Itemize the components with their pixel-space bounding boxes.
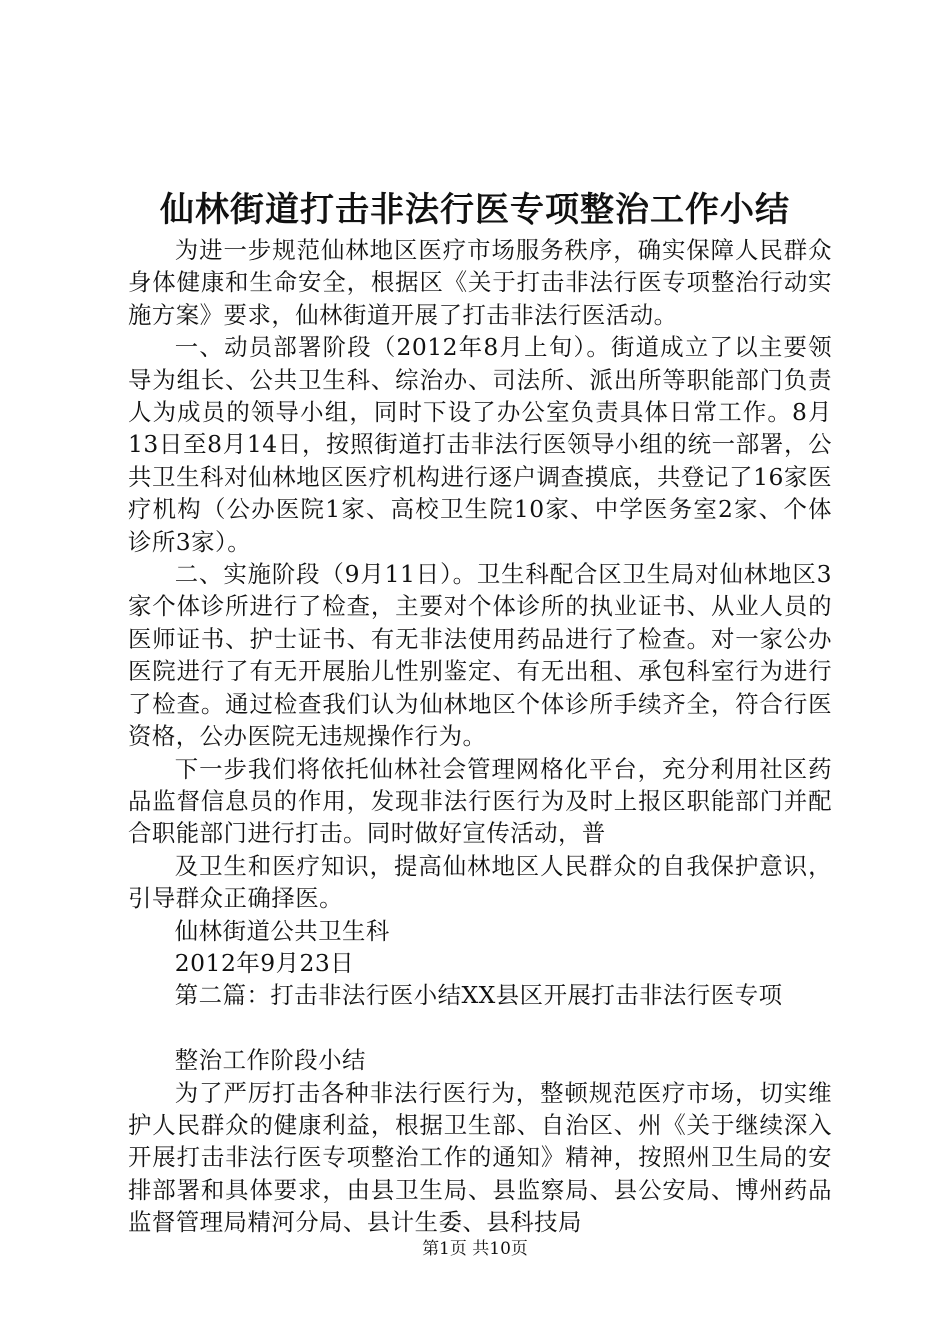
blank-line: [128, 1012, 832, 1044]
paragraph-intro: 为进一步规范仙林地区医疗市场服务秩序，确实保障人民群众身体健康和生命安全，根据区《关于打击非法行医专项整治行动实施方案》要求，仙林街道开展了打击非法行医活动。: [128, 236, 832, 329]
document-body: [128, 234, 832, 1239]
document-date: 2012年9月23日: [174, 948, 355, 977]
page-title: 仙林街道打击非法行医专项整治工作小结: [160, 190, 790, 230]
paragraph-next-steps-continued: 及卫生和医疗知识，提高仙林地区人民群众的自我保护意识，引导群众正确择医。: [128, 851, 832, 913]
paragraph-next-steps: 下一步我们将依托仙林社会管理网格化平台，充分利用社区药品监督信息员的作用，发现非法行医行为及时上报区职能部门并配合职能部门进行打击。同时做好宣传活动，普: [128, 754, 832, 848]
signature: 仙林街道公共卫生科: [174, 916, 390, 945]
second-article-title-continued: 整治工作阶段小结: [174, 1046, 366, 1075]
paragraph-second-article: 为了严厉打击各种非法行医行为，整顿规范医疗市场，切实维护人民群众的健康利益，根据卫生部、自治区、州《关于继续深入开展打击非法行医专项整治工作的通知》精神，按照州卫生局的安排部署和具体要求，由县卫生局、县监察局、县公安局、博州药品监督管理局精河分局、县计生委、县科技局: [128, 1078, 832, 1237]
page-number: 第1页 共10页: [422, 1239, 528, 1259]
paragraph-implementation: 二、实施阶段（9月11日）。卫生科配合区卫生局对仙林地区3家个体诊所进行了检查，主要对个体诊所的执业证书、从业人员的医师证书、护士证书、有无非法使用药品进行了检查。对一家公办医院进行了有无开展胎儿性别鉴定、有无出租、承包科室行为进行了检查。通过检查我们认为仙林地区个体诊所手续齐全，符合行医资格，公办医院无违规操作行为。: [128, 560, 832, 751]
paragraph-mobilization: 一、动员部署阶段（2012年8月上旬）。街道成立了以主要领导为组长、公共卫生科、综治办、司法所、派出所等职能部门负责人为成员的领导小组，同时下设了办公室负责具体日常工作。8月13日至8月14日，按照街道打击非法行医领导小组的统一部署，公共卫生科对仙林地区医疗机构进行逐户调查摸底，共登记了16家医疗机构（公办医院1家、高校卫生院10家、中学医务室2家、个体诊所3家）。: [128, 333, 832, 556]
second-article-title: 第二篇：打击非法行医小结XX县区开展打击非法行医专项: [174, 981, 783, 1010]
